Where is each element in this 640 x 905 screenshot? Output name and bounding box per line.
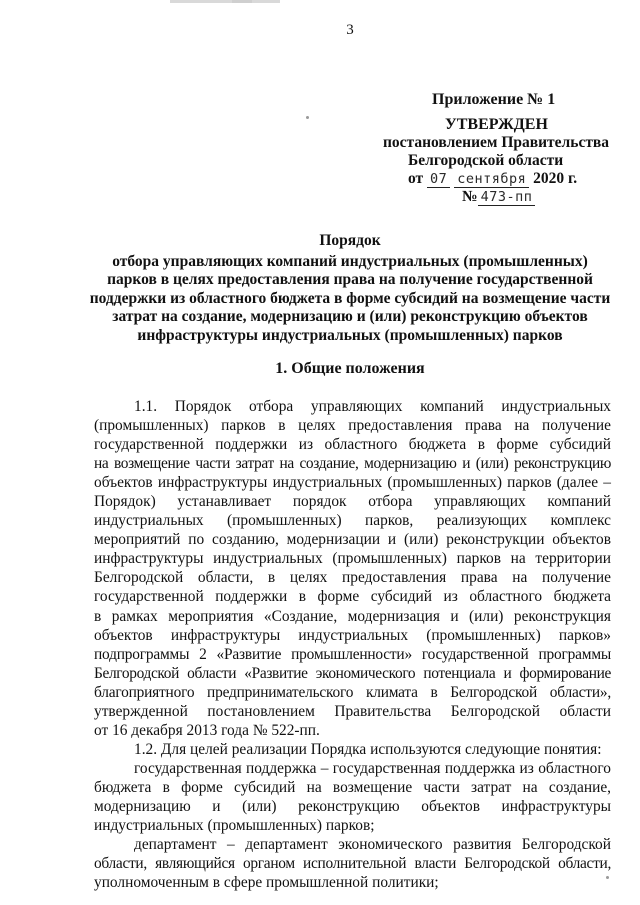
text-line: государственной поддержки из областного бюджета в форме субсидий: [94, 436, 611, 454]
text-line: Белгородской области «Развитие экономического потенциала и формирование: [94, 664, 611, 682]
text-line: подпрограммы 2 «Развитие промышленности» государственной программы: [94, 645, 611, 663]
text-line: модернизацию и (или) реконструкцию объектов инфраструктуры: [94, 798, 611, 816]
scan-dot: [306, 116, 309, 119]
text-line: государственная поддержка – государственная поддержка из областного: [134, 760, 611, 777]
text-line: индустриальных (промышленных) парков;: [94, 817, 375, 835]
text-line: государственной поддержки в форме субсидий из областного бюджета: [94, 588, 611, 606]
number-prefix: №: [462, 188, 478, 205]
approval-line-1: постановлением Правительства: [383, 134, 610, 151]
text-line: в рамках мероприятия «Создание, модернизация и (или) реконструкция: [94, 607, 611, 625]
text-line: области, являющийся органом исполнительной власти Белгородской области,: [94, 855, 611, 873]
text-line: Белгородской области, в целях предоставления права на получение: [94, 569, 611, 587]
scan-artifact: [170, 0, 280, 3]
number-value: 473-пп: [478, 189, 536, 206]
approval-date: [408, 170, 577, 188]
paragraph-1-2: [94, 740, 611, 759]
text-line: инфраструктуры индустриальных (промышленных) парков на территории: [94, 550, 611, 568]
date-month: сентября: [454, 171, 529, 188]
title-heading: Порядок: [319, 232, 381, 249]
text-line: объектов инфраструктуры индустриальных (промышленных) парков (далее –: [94, 474, 611, 492]
date-year: 2020 г.: [533, 170, 578, 187]
approval-heading: УТВЕРЖДЕН: [445, 116, 548, 133]
scan-dot: [606, 876, 609, 879]
text-line: утвержденной постановлением Правительства Белгородской области: [94, 702, 611, 720]
text-line: уполномоченным в сфере промышленной политики;: [94, 874, 439, 892]
date-day: 07: [427, 171, 450, 188]
text-line: индустриальных (промышленных) парков, реализующих комплекс: [94, 512, 611, 530]
text-line: Порядок) устанавливает порядок отбора управляющих компаний: [94, 493, 611, 511]
approval-line-2: Белгородской области: [408, 152, 564, 169]
text-line: на возмещение части затрат на создание, модернизацию и (или) реконструкцию: [94, 455, 611, 473]
text-line: бюджета в форме субсидий на возмещение части затрат на создание,: [94, 779, 611, 797]
text-line: департамент – департамент экономического развития Белгородской: [134, 836, 611, 853]
appendix-label: Приложение № 1: [432, 91, 556, 108]
page-number: 3: [346, 22, 354, 38]
title-line: затрат на создание, модернизацию и (или) реконструкцию объектов: [112, 308, 588, 326]
text-line: благоприятного предпринимательского климата в Белгородской области»,: [94, 683, 611, 701]
text-line: мероприятий по созданию, модернизации и (или) реконструкции объектов: [94, 531, 611, 549]
title-line: отбора управляющих компаний индустриальных (промышленных): [112, 252, 588, 270]
text-line: объектов инфраструктуры индустриальных (промышленных) парков»: [94, 626, 611, 644]
paragraph-1-1: [94, 397, 611, 740]
text-line: 1.1. Порядок отбора управляющих компаний индустриальных: [134, 398, 611, 415]
title-line: поддержки из областного бюджета в форме субсидий на возмещение части: [89, 289, 611, 307]
title-line: парков в целях предоставления права на получение государственной: [107, 271, 593, 289]
definition-state-support: [94, 759, 611, 835]
date-prefix: от: [408, 170, 424, 187]
approval-number: [462, 188, 535, 206]
document-title: [80, 232, 620, 346]
scan-artifact: [232, 0, 252, 3]
text-line: 1.2. Для целей реализации Порядка используются следующие понятия:: [134, 741, 602, 758]
text-line: (промышленных) парков в целях предоставления права на получение: [94, 417, 611, 435]
section-title: 1. Общие положения: [275, 360, 425, 377]
text-line: от 16 декабря 2013 года № 522-пп.: [94, 721, 320, 739]
title-line: инфраструктуры индустриальных (промышленных) парков: [137, 326, 563, 344]
definition-department: [94, 835, 611, 892]
